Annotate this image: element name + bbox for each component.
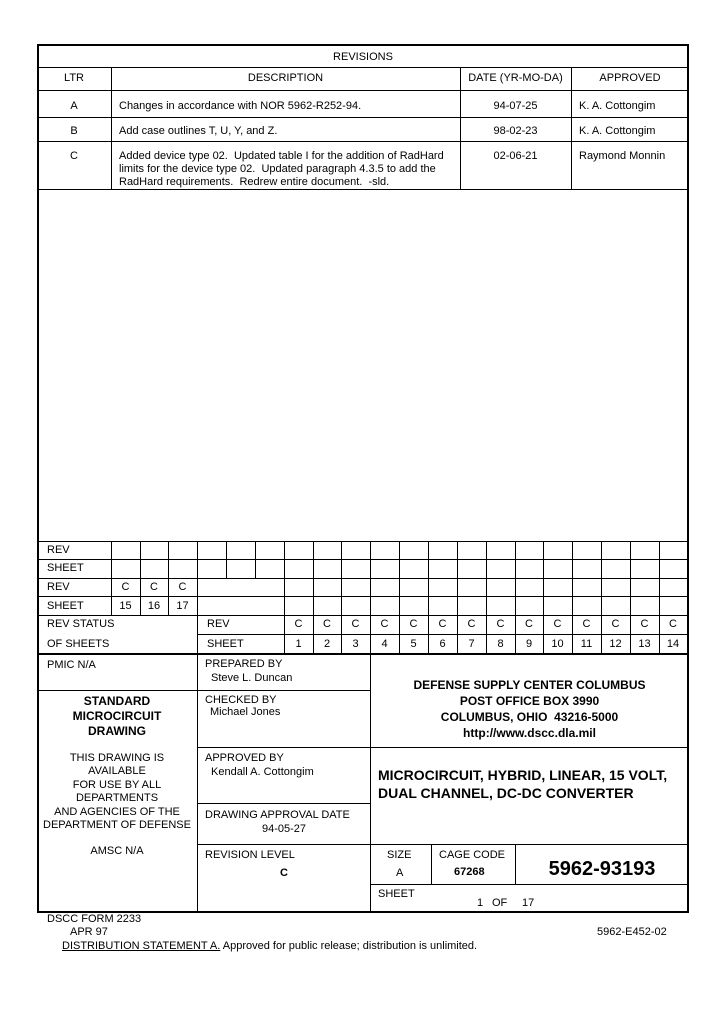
- upper-sheet-cell: 15: [119, 600, 132, 612]
- form-date: APR 97: [70, 926, 108, 938]
- cage-code-label: CAGE CODE: [439, 849, 506, 861]
- checked-by-name: Michael Jones: [210, 706, 281, 718]
- agency-address: DEFENSE SUPPLY CENTER COLUMBUS POST OFFICE BOX 3990 COLUMBUS, OHIO 43216-5000 http://www.dscc.dla.mil: [413, 678, 646, 740]
- approved-by-label: APPROVED BY: [205, 752, 284, 764]
- lower-sheet-cell: 8: [497, 638, 504, 650]
- distribution-statement: [62, 940, 477, 953]
- lower-sheet-cell: 10: [551, 638, 564, 650]
- rev-date: 02-06-21: [493, 150, 538, 162]
- upper-rev-cell: C: [178, 581, 187, 593]
- rev-ltr: B: [70, 125, 78, 137]
- sheet-number: 1: [477, 897, 484, 909]
- lower-rev-cell: C: [582, 618, 591, 630]
- rev-description: Add case outlines T, U, Y, and Z.: [119, 125, 278, 137]
- lower-sheet-cell: 3: [352, 638, 359, 650]
- lower-rev-cell: C: [525, 618, 533, 630]
- approval-date-label: DRAWING APPROVAL DATE: [205, 809, 350, 821]
- lower-rev-cell: C: [553, 618, 562, 630]
- rev-label: REV: [47, 581, 70, 593]
- distribution-text: Approved for public release; distribution is unlimited.: [220, 940, 478, 952]
- lower-rev-cell: C: [409, 618, 418, 630]
- lower-rev-cell: C: [669, 618, 677, 630]
- sheet-label: SHEET: [47, 562, 84, 574]
- lower-sheet-cell: 6: [439, 638, 446, 650]
- lower-rev-cell: C: [438, 618, 447, 630]
- lower-sheet-cell: 13: [638, 638, 651, 650]
- lower-sheet-cell: 14: [666, 638, 680, 650]
- amsc-label: AMSC N/A: [90, 845, 144, 857]
- lower-rev-cell: C: [467, 618, 476, 630]
- availability-note: THIS DRAWING IS AVAILABLE FOR USE BY ALL DEPARTMENTS AND AGENCIES OF THE DEPARTMENT OF DEFENSE: [43, 752, 191, 832]
- rev-approved: Raymond Monnin: [579, 150, 666, 162]
- header-date: DATE (YR-MO-DA): [468, 72, 563, 84]
- rev-approved: K. A. Cottongim: [579, 100, 656, 112]
- lower-sheet-cell: 1: [295, 638, 302, 650]
- standard-drawing-heading: STANDARD MICROCIRCUIT DRAWING: [72, 694, 162, 738]
- lower-sheet-cell: 12: [609, 638, 622, 650]
- rev-ltr: C: [70, 150, 78, 162]
- lower-rev-cell: C: [351, 618, 360, 630]
- approval-date-value: 94-05-27: [262, 823, 307, 835]
- lower-rev-cell: C: [294, 618, 303, 630]
- rev-ltr: A: [70, 100, 78, 112]
- lower-rev-cell: C: [640, 618, 649, 630]
- rev-date: 94-07-25: [493, 100, 538, 112]
- distribution-label: DISTRIBUTION STATEMENT A.: [62, 940, 221, 952]
- rev-description: Added device type 02. Updated table I for the addition of RadHard limits for the device type 02. Updated paragraph 4.3.5 to add the RadHard requirements. Redrew entire document. -sld.: [119, 150, 444, 188]
- sheet-label: SHEET: [207, 638, 244, 650]
- drawing-title: MICROCIRCUIT, HYBRID, LINEAR, 15 VOLT, DUAL CHANNEL, DC-DC CONVERTER: [378, 767, 668, 801]
- of-sheets-label: OF SHEETS: [47, 638, 110, 650]
- rev-approved: K. A. Cottongim: [579, 125, 656, 137]
- lower-rev-cell: C: [496, 618, 505, 630]
- rev-label: REV: [207, 618, 230, 630]
- upper-sheet-cell: 17: [176, 600, 189, 612]
- lower-sheet-cell: 7: [468, 638, 475, 650]
- lower-rev-cell: C: [611, 618, 620, 630]
- rev-date: 98-02-23: [493, 125, 538, 137]
- lower-sheet-cell: 9: [525, 638, 533, 650]
- lower-sheet-cell: 5: [410, 638, 417, 650]
- prepared-by-label: PREPARED BY: [205, 658, 283, 670]
- lower-rev-cell: C: [323, 618, 331, 630]
- cage-code-value: 67268: [454, 866, 485, 878]
- sheet-label: SHEET: [378, 888, 415, 900]
- rev-description: Changes in accordance with NOR 5962-R252-94.: [119, 100, 362, 112]
- revisions-title: REVISIONS: [333, 51, 393, 63]
- size-label: SIZE: [387, 849, 412, 861]
- upper-sheet-cell: 16: [147, 600, 161, 612]
- rev-status-label: REV STATUS: [47, 618, 115, 630]
- lower-sheet-cell: 11: [580, 638, 593, 650]
- form-number: DSCC FORM 2233: [47, 913, 142, 925]
- revision-level-value: C: [280, 867, 288, 879]
- header-ltr: LTR: [64, 72, 84, 84]
- drawing-number: 5962-93193: [548, 858, 656, 880]
- sheet-total: 17: [522, 897, 535, 909]
- header-approved: APPROVED: [599, 72, 661, 84]
- of-label: OF: [492, 897, 508, 909]
- header-description: DESCRIPTION: [247, 72, 324, 84]
- document-code: 5962-E452-02: [597, 926, 667, 938]
- size-value: A: [396, 867, 404, 879]
- prepared-by-name: Steve L. Duncan: [211, 672, 293, 684]
- lower-rev-cell: C: [380, 618, 389, 630]
- lower-sheet-cell: 4: [381, 638, 388, 650]
- upper-rev-cell: C: [150, 581, 158, 593]
- pmic-label: PMIC N/A: [47, 659, 96, 671]
- rev-label: REV: [47, 544, 70, 556]
- approved-by-name: Kendall A. Cottongim: [211, 766, 314, 778]
- upper-rev-cell: C: [121, 581, 130, 593]
- lower-sheet-cell: 2: [323, 638, 331, 650]
- revision-level-label: REVISION LEVEL: [205, 849, 295, 861]
- sheet-label: SHEET: [47, 600, 84, 612]
- checked-by-label: CHECKED BY: [205, 694, 277, 706]
